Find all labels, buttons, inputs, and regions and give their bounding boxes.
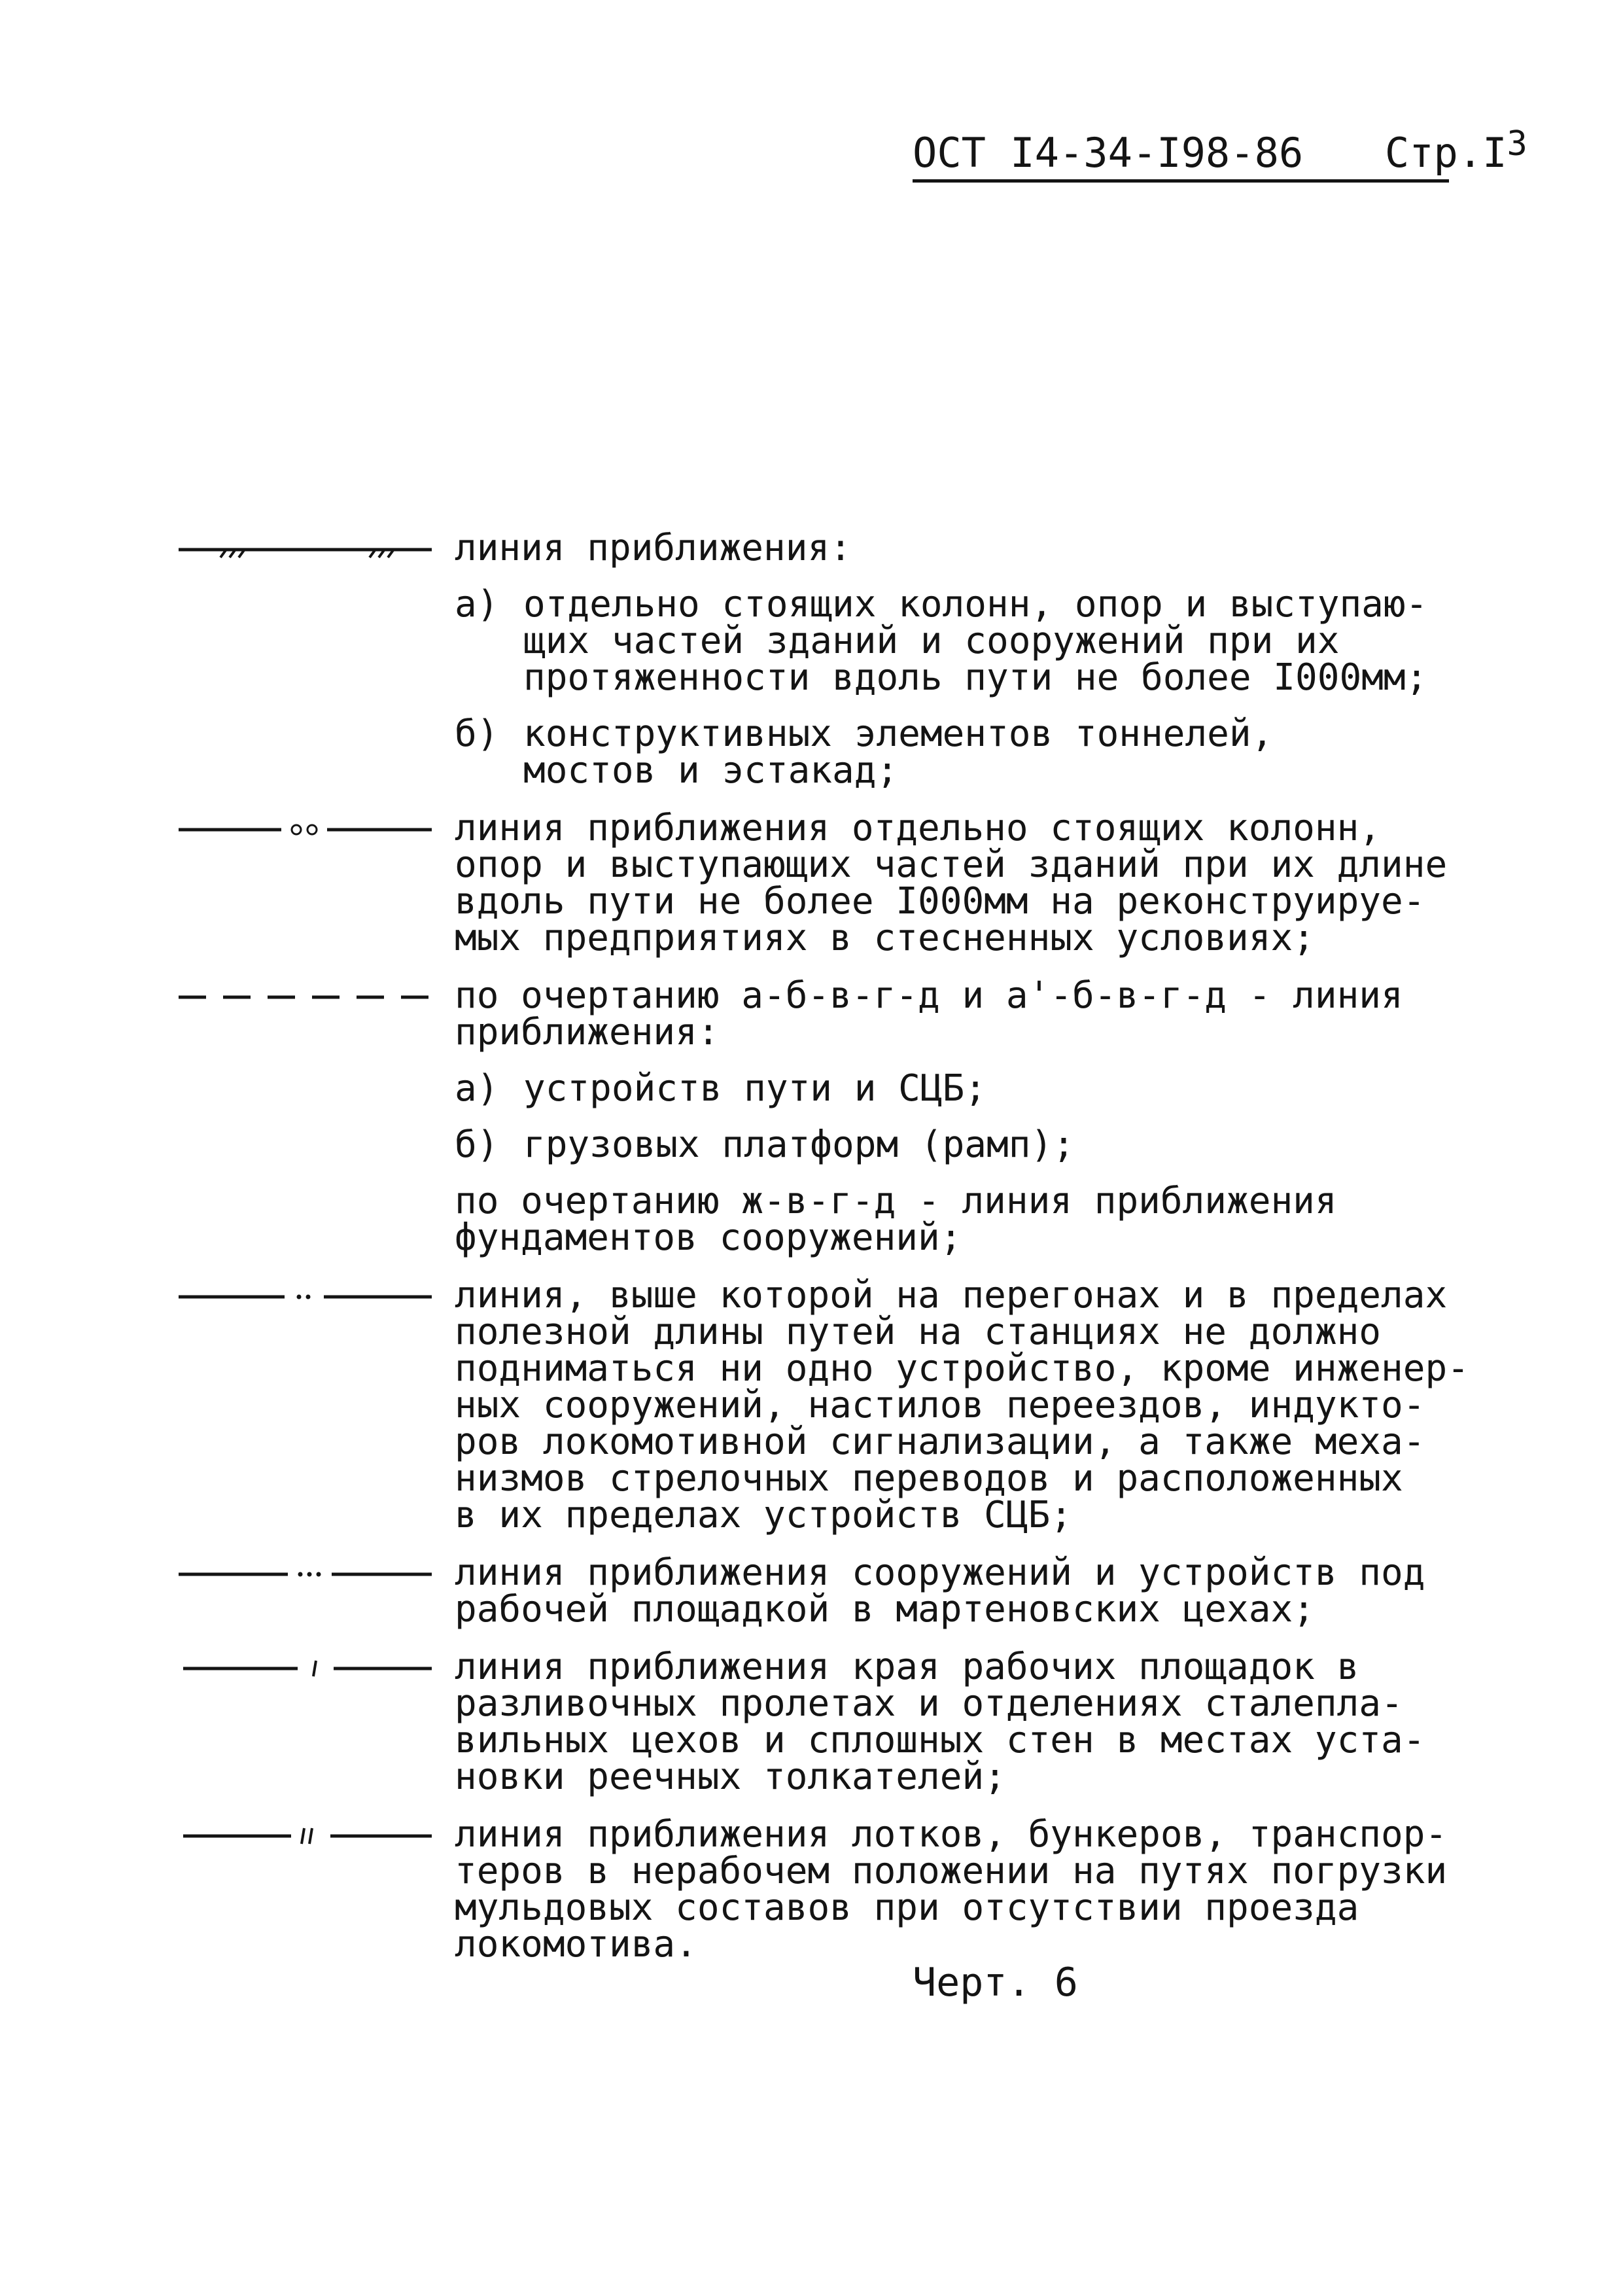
legend-text: линия приближения отдельно стоящих колонн, опор и выступающих частей зданий при их длине вдоль пути не более I000мм на реконструируе- мых предприятиях в стесненных условиях; <box>455 807 1448 959</box>
single-tick-line-icon <box>173 1649 435 1687</box>
subitem-text: конструктивных элементов тоннелей, мостов и эстакад; <box>523 713 1274 792</box>
double-tick-line-icon <box>173 1816 435 1854</box>
legend-entry <box>173 1274 1482 1536</box>
legend-text: линия приближения: <box>455 527 852 569</box>
three-dots-line-icon <box>173 1555 435 1593</box>
legend-entry <box>173 1813 1482 1966</box>
legend-text: линия приближения лотков, бункеров, транспор- теров в нерабочем положении на путях погрузки мульдовых составов при отсутствии проезда локомотива. <box>455 1813 1448 1966</box>
subitem-letter: а) <box>455 583 499 626</box>
subitem-text: устройств пути и СЦБ; <box>523 1067 987 1110</box>
subitem-text: грузовых платформ (рамп); <box>523 1123 1075 1166</box>
legend-subitem <box>455 583 1475 699</box>
subitem-letter: б) <box>455 713 499 755</box>
document-header <box>913 118 1527 183</box>
two-dots-line-icon <box>173 1277 435 1315</box>
dashed-line-icon <box>173 978 435 1016</box>
legend-entry <box>173 527 1482 792</box>
legend-entry <box>173 807 1482 959</box>
legend-subitem <box>455 713 1475 792</box>
circles-line-icon <box>173 810 435 848</box>
subitem-letter: б) <box>455 1123 499 1166</box>
legend-subitem <box>455 1067 1475 1110</box>
page-number-sup: 3 <box>1507 124 1527 164</box>
legend-text: линия приближения сооружений и устройств под рабочей площадкой в мартеновских цехах; <box>455 1551 1425 1631</box>
legend-text: линия приближения края рабочих площадок в разливочных пролетах и отделениях сталепла- вильных цехов и сплошных стен в местах уста- новки реечных толкателей; <box>455 1646 1425 1798</box>
legend-text: по очертанию а-б-в-г-д и а'-б-в-г-д - линия приближения: <box>455 974 1403 1053</box>
legend-extra-text: по очертанию ж-в-г-д - линия приближения фундаментов сооружений; <box>455 1180 1337 1259</box>
page-label: Стр.I <box>1384 129 1507 177</box>
figure-caption: Черт. 6 <box>913 1960 1078 2005</box>
legend-text: линия, выше которой на перегонах и в пределах полезной длины путей на станциях не должно подниматься ни одно устройство, кроме инженер- ных сооружений, настилов переездов, индукто- ров локомотивной сигнализации, а также меха- низмов стрелочных переводов и расположенных в их пределах устройств СЦБ; <box>455 1274 1469 1536</box>
legend-entry <box>173 1646 1482 1798</box>
subitem-text: отдельно стоящих колонн, опор и выступаю- щих частей зданий и сооружений при их протяженности вдоль пути не более I000мм; <box>523 583 1428 699</box>
subitem-letter: а) <box>455 1067 499 1110</box>
legend-entry <box>173 974 1482 1259</box>
legend-subitem <box>455 1123 1475 1166</box>
legend-list <box>173 527 1482 1966</box>
legend-entry <box>173 1551 1482 1631</box>
hatched-line-icon <box>173 530 435 568</box>
document-code: ОСТ I4-34-I98-86 <box>913 129 1304 177</box>
